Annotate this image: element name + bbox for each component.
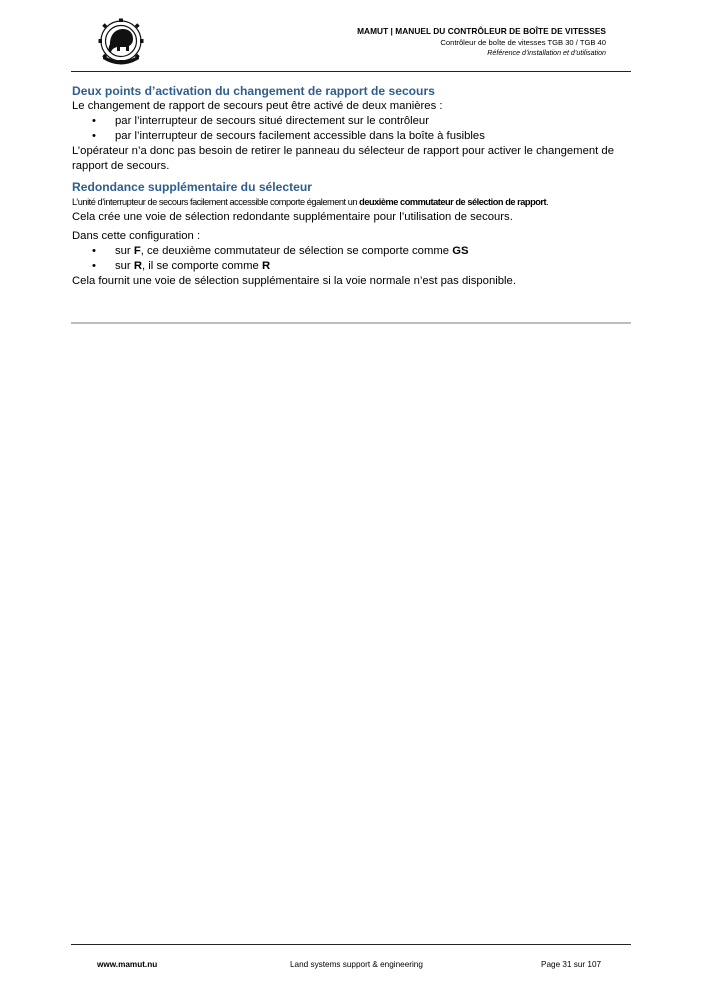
footer-website-link[interactable]: www.mamut.nu bbox=[97, 960, 158, 969]
closing-line: Cela fournit une voie de sélection supplémentaire si la voie normale n’est pas disponible. bbox=[72, 275, 516, 287]
text-run: , il se comporte comme bbox=[142, 260, 262, 272]
list-item bbox=[72, 114, 632, 129]
list-item-text: par l’interrupteur de secours situé directement sur le contrôleur bbox=[115, 115, 429, 127]
redundancy-line-1 bbox=[72, 195, 632, 210]
list-item bbox=[72, 259, 632, 274]
bullet-icon: • bbox=[92, 260, 96, 272]
section-heading-redundancy: Redondance supplémentaire du sélecteur bbox=[72, 180, 312, 194]
list-item bbox=[72, 244, 632, 259]
list-item-text: par l’interrupteur de secours facilement accessible dans la boîte à fusibles bbox=[115, 130, 485, 142]
activation-list bbox=[72, 114, 632, 144]
text-run: , ce deuxième commutateur de sélection se comporte comme bbox=[140, 245, 453, 257]
section-divider bbox=[71, 322, 631, 324]
config-list bbox=[72, 244, 632, 274]
bullet-icon: • bbox=[92, 130, 96, 142]
text-run: sur bbox=[115, 245, 134, 257]
section-note: L’opérateur n’a donc pas besoin de retirer le panneau du sélecteur de rapport pour activer le changement de rapport de secours. bbox=[72, 145, 614, 172]
header-divider bbox=[71, 71, 631, 72]
text-run-bold: F bbox=[133, 245, 141, 257]
section-intro: Le changement de rapport de secours peut être activé de deux manières : bbox=[72, 100, 443, 112]
footer-tagline: Land systems support & engineering bbox=[290, 960, 423, 969]
header-reference: Référence d’installation et d’utilisation bbox=[487, 49, 606, 57]
redundancy-line-2: Cela crée une voie de sélection redondante supplémentaire pour l’utilisation de secours. bbox=[72, 211, 513, 223]
page-header bbox=[357, 26, 606, 59]
text-run: L’unité d’interrupteur de secours facilement accessible comporte également un bbox=[72, 197, 360, 207]
header-title: MAMUT | MANUEL DU CONTRÔLEUR DE BOÎTE DE VITESSES bbox=[357, 26, 606, 36]
bullet-icon: • bbox=[92, 245, 96, 257]
mamut-logo bbox=[94, 18, 148, 66]
redundancy-line-3: Dans cette configuration : bbox=[72, 230, 201, 242]
text-run-bold: deuxième commutateur de sélection de rapport bbox=[359, 197, 547, 207]
text-run-bold: R bbox=[261, 260, 271, 272]
text-run: sur bbox=[115, 260, 134, 272]
text-run-bold: GS bbox=[452, 245, 469, 257]
footer-page-number: Page 31 sur 107 bbox=[541, 960, 602, 969]
text-run-bold: R bbox=[133, 260, 143, 272]
footer-divider bbox=[71, 944, 631, 945]
text-run: . bbox=[546, 197, 549, 207]
header-subtitle: Contrôleur de boîte de vitesses TGB 30 / TGB 40 bbox=[440, 38, 606, 47]
bullet-icon: • bbox=[92, 115, 96, 127]
section-heading-activation: Deux points d’activation du changement de rapport de secours bbox=[72, 84, 435, 98]
list-item bbox=[72, 129, 632, 144]
page-content bbox=[72, 83, 632, 289]
